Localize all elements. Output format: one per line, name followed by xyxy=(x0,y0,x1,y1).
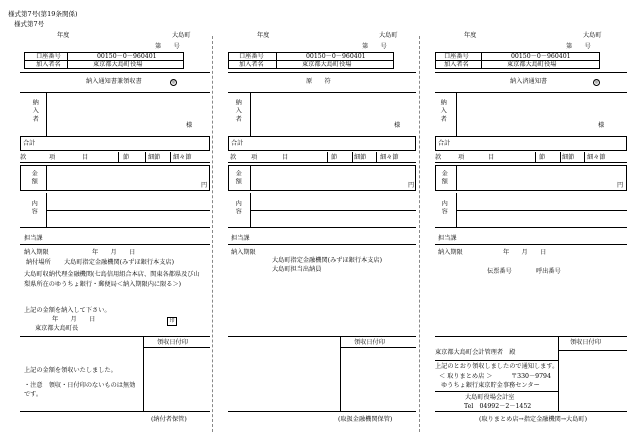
receipt-stamp-label: 領収日付印 xyxy=(354,339,385,346)
notice-text: 上記のとおり領収しましたので通知します。 xyxy=(435,363,559,370)
keeper-label: (取りまとめ店→指定金融機関→大島町) xyxy=(479,416,588,423)
office-name: ゆうちょ銀行東京貯金事務センター xyxy=(441,382,540,389)
sheet-receipt: 年度 大島町 第 号 口座番号 00150－0－960401 加入者名 東京都大島町役場 納入通知書兼領収書 ◎ 納入者 様 合計 款 項 目 節 細節 細々節 金額 円 内容 担当課 納入期限 年 月 日 納付場所 大島町指定金融機関(みずほ銀行本支店) 大島町収納代理金融機関(七島信用組合本店、関東各都県及び山梨県所在のゆうちょ銀行・郵便局＜納入期限内に限る＞) 上記の金額を納入して下さい。 年 月 日 東京都大島町長 印 領収日付印 上記の金額を領収いたしました。 ・注意 領収・日付印のないものは無効です。 (納付者保管) xyxy=(0,0,210,439)
total-box xyxy=(20,136,210,151)
amount-box xyxy=(20,165,210,191)
cashier-text: 大島町担当出納員 xyxy=(272,266,322,273)
ocr-mark-icon: ◎ xyxy=(171,80,176,85)
request-text: 上記の金額を納入して下さい。 xyxy=(24,307,111,314)
issue-date: 年 月 日 xyxy=(52,316,96,323)
sheet-stub: 年度 大島町 第 号 口座番号 00150－0－960401 加入者名 東京都大島町役場 原 符 納入者 様 合計 款 項 目 節 細節 細々節 金額 円 内容 担当課 納入期限 大島町指定金融機関(みずほ銀行本支店) 大島町担当出納員 領収日付印 (取扱金融機関保管) xyxy=(230,32,415,423)
account-label: 口座番号 xyxy=(36,53,61,60)
keeper-label: (納付者保管) xyxy=(151,416,187,423)
sheet-notice: 年度 大島町 第 号 口座番号 00150－0－960401 加入者名 東京都大島町役場 納入済通知書 ◎ 納入者 様 合計 款 項 目 節 細節 細々節 金額 円 内容 担当課 納入期限 年 月 日 伝票番号 呼出番号 領収日付印 東京都大島町会計管理者 殿 上記のとおり領収しましたので通知します。 ＜ 取りまとめ店 ＞ 〒330－9794 ゆうちょ銀行東京貯金事務センター 大島町役場会計室 Tel 04992－2－1452 (取りまとめ店→指定金融機関→大島町) xyxy=(421,0,627,439)
payer-label: 納入者 xyxy=(31,99,39,124)
receipt-stamp-label: 領収日付印 xyxy=(570,339,601,346)
note-text: ・注意 領収・日付印のないものは無効です。 xyxy=(24,382,136,398)
doc-title: 納入済通知書 xyxy=(510,78,548,85)
total-label: 合計 xyxy=(23,140,36,147)
issuer: 東京都大島町長 xyxy=(35,325,79,332)
sama-label: 様 xyxy=(186,122,193,129)
ocr-mark-icon: ◎ xyxy=(594,80,599,85)
year-label: 年度 xyxy=(57,32,70,39)
seal-icon: 印 xyxy=(167,317,177,326)
bank-text: 大島町指定金融機関(みずほ銀行本支店) xyxy=(272,257,383,264)
receipt-stamp-label: 領収日付印 xyxy=(157,339,188,346)
manager-text: 東京都大島町会計管理者 殿 xyxy=(435,349,516,356)
place-label: 納付場所 xyxy=(26,259,51,266)
cut-line-1 xyxy=(212,36,213,432)
yen-label: 円 xyxy=(201,182,208,189)
postal-code: 〒330－9794 xyxy=(511,373,551,380)
account-value: 00150－0－960401 xyxy=(97,53,157,60)
slip-number-label: 伝票番号 xyxy=(487,268,512,275)
tel: Tel 04992－2－1452 xyxy=(464,403,532,410)
form-subtitle: 様式第7号 xyxy=(14,20,45,28)
staff-label: 担当課 xyxy=(24,235,43,242)
place-value: 大島町指定金融機関(みずほ銀行本支店) xyxy=(64,259,175,266)
town-label: 大島町 xyxy=(172,32,191,39)
amount-label: 金額 xyxy=(30,170,38,187)
content-label: 内容 xyxy=(30,200,38,217)
town-office: 大島町役場会計室 xyxy=(465,394,515,401)
subscriber-value: 東京都大島町役場 xyxy=(93,61,143,68)
due-date: 年 月 日 xyxy=(92,249,136,256)
form-title: 様式第7号(第19条関係) xyxy=(8,10,78,18)
subscriber-label: 加入者名 xyxy=(36,61,61,68)
received-text: 上記の金額を領収いたしました。 xyxy=(24,367,117,374)
office-label: ＜ 取りまとめ店 ＞ xyxy=(439,373,493,380)
agents-text: 大島町収納代理金融機関(七島信用組合本店、関東各都県及び山梨県所在のゆうちょ銀行・郵便局＜納入期限内に限る＞) xyxy=(24,271,200,288)
call-number-label: 呼出番号 xyxy=(536,268,561,275)
doc-title: 納入通知書兼領収書 xyxy=(86,78,142,85)
keeper-label: (取扱金融機関保管) xyxy=(338,416,393,423)
due-label: 納入期限 xyxy=(24,249,49,256)
cut-line-2 xyxy=(419,36,420,432)
number-label: 第 号 xyxy=(155,43,180,50)
doc-title: 原 符 xyxy=(306,78,331,85)
